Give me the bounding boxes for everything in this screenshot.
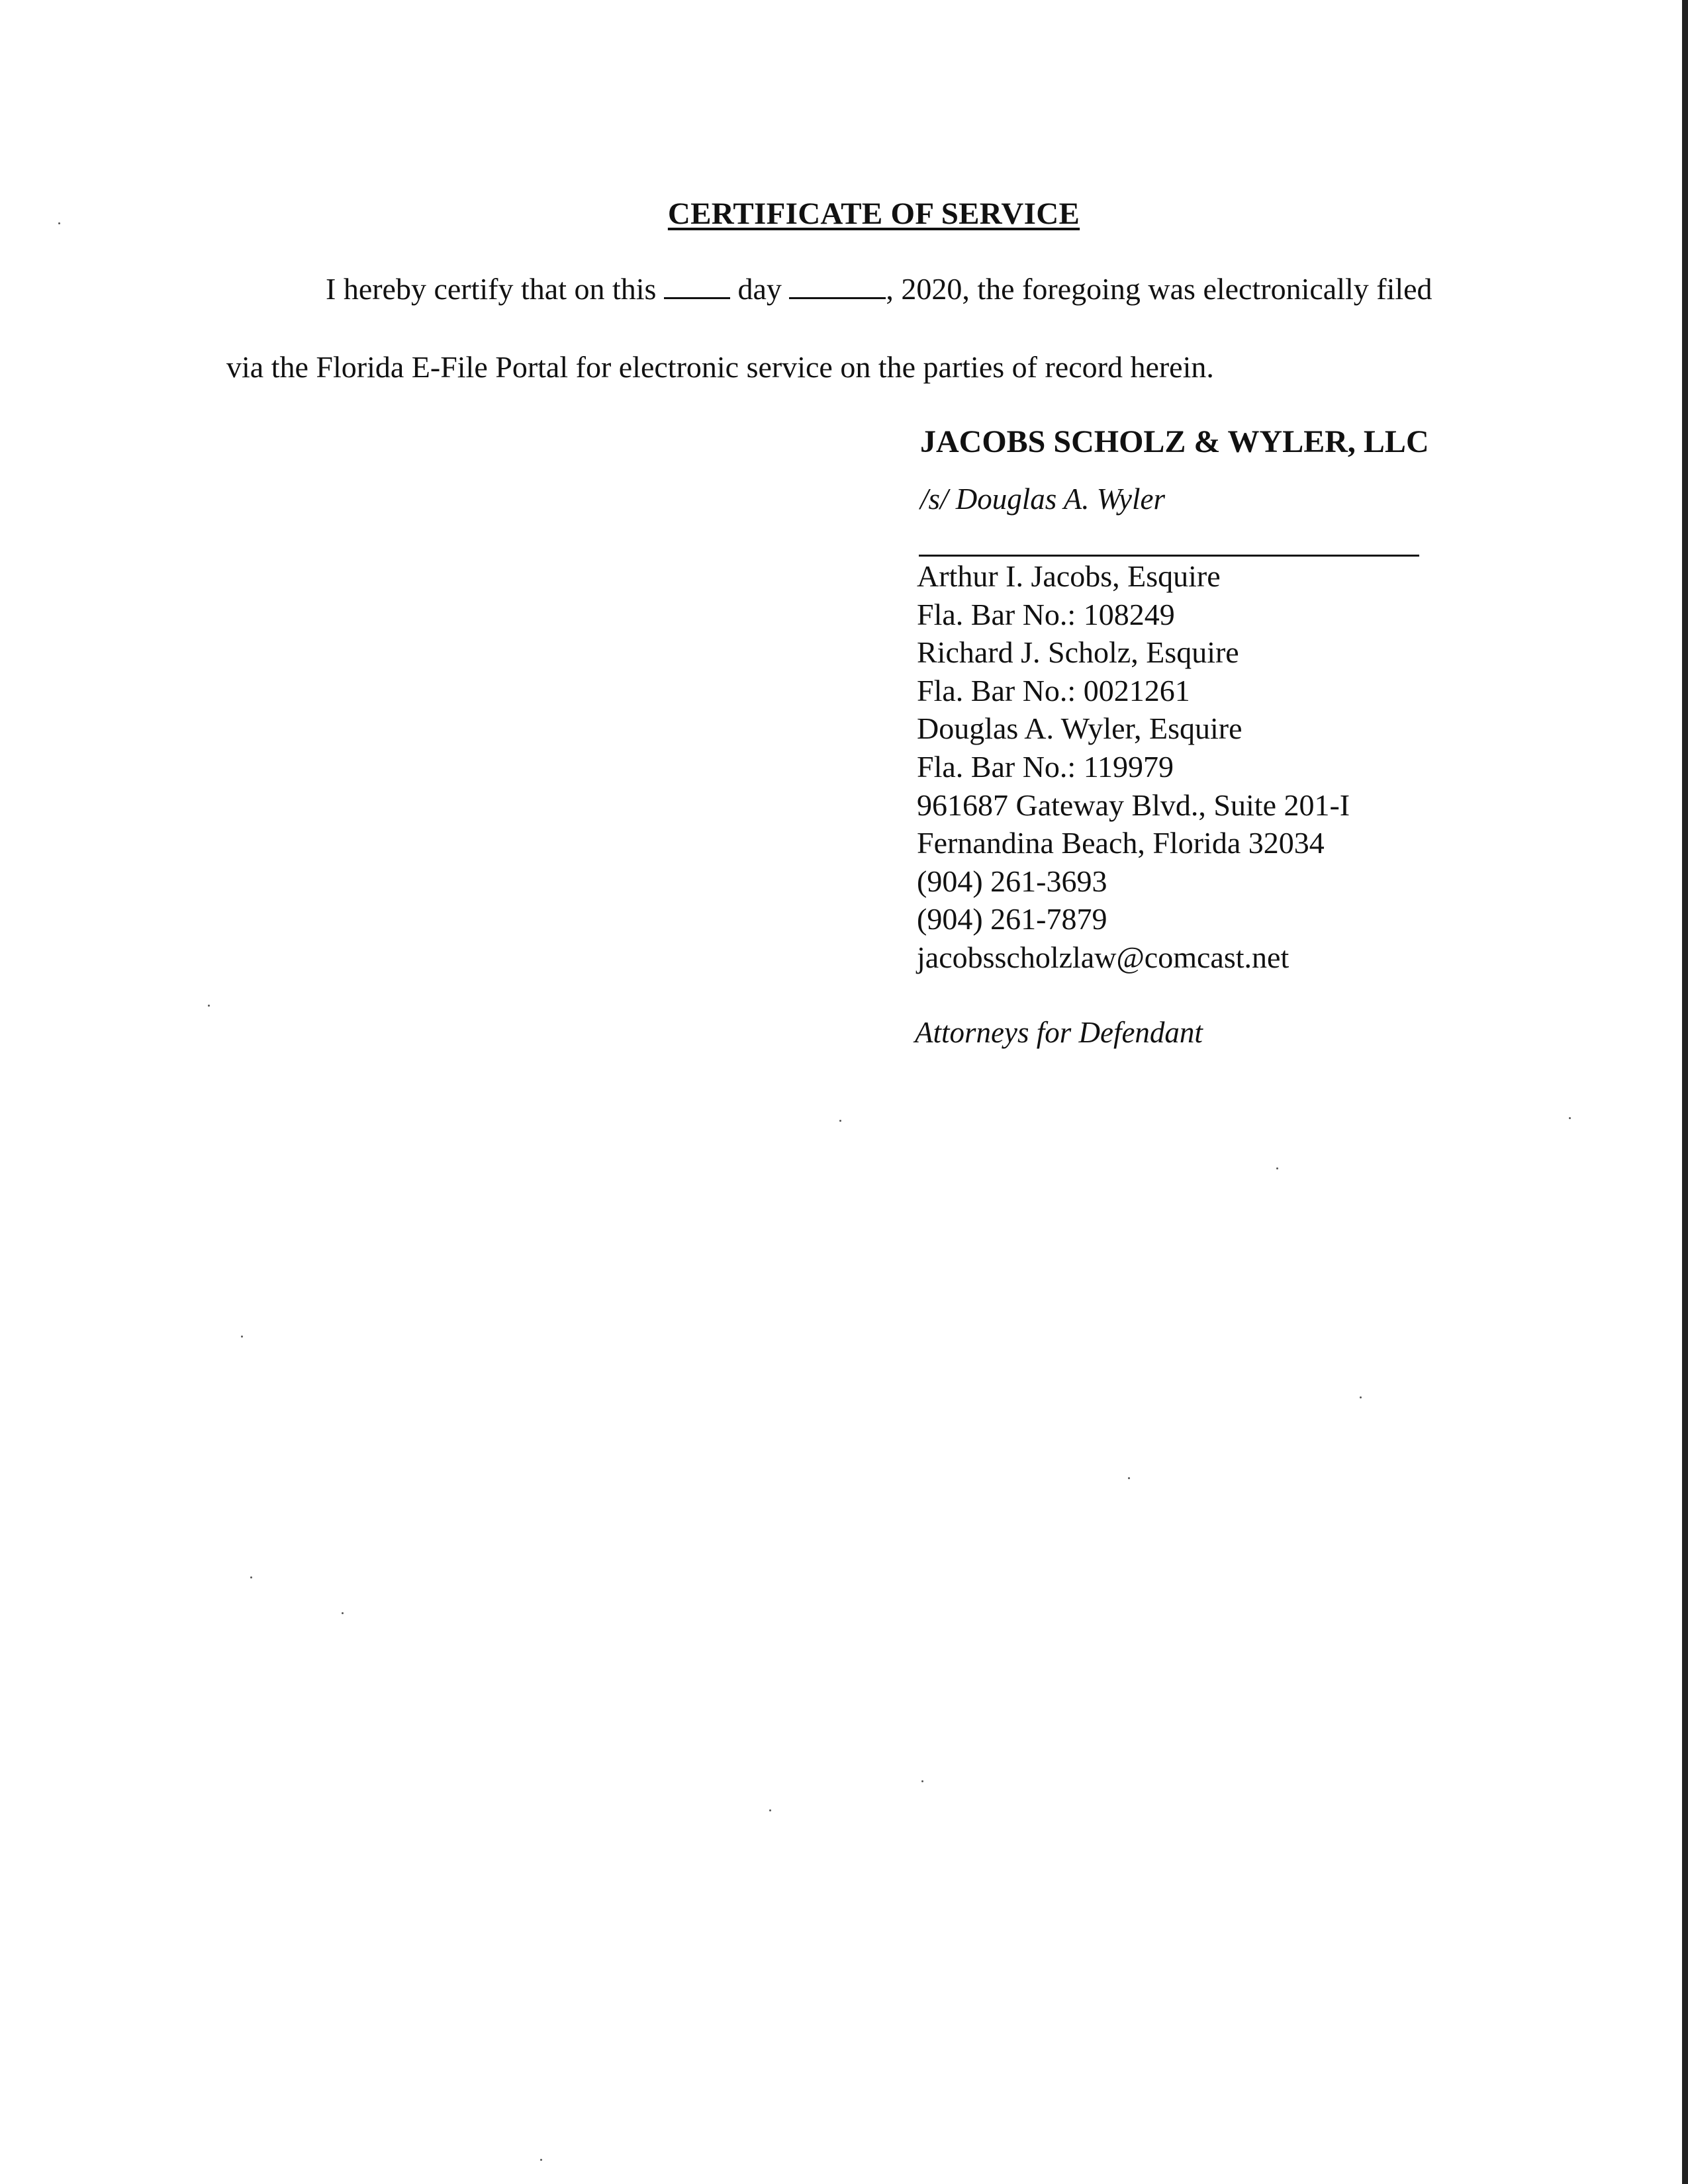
contact-line: Fla. Bar No.: 119979: [917, 749, 1174, 784]
contact-line: Douglas A. Wyler, Esquire: [917, 711, 1243, 746]
scan-speck: [1128, 1477, 1130, 1479]
scan-speck: [1569, 1117, 1571, 1119]
scan-speck: [241, 1336, 243, 1338]
scan-speck: [769, 1809, 771, 1811]
certificate-title: CERTIFICATE OF SERVICE: [667, 197, 1080, 231]
scan-speck: [250, 1576, 252, 1578]
scan-speck: [208, 1005, 210, 1007]
certification-text-start: I hereby certify that on this: [326, 272, 657, 306]
month-blank: [789, 273, 886, 299]
scan-speck: [921, 1780, 923, 1782]
certification-line-1: [326, 271, 1432, 306]
scan-speck: [1360, 1396, 1362, 1398]
contact-line: Richard J. Scholz, Esquire: [917, 635, 1239, 670]
attorney-contact-list: [917, 557, 1350, 977]
scan-speck: [1276, 1167, 1278, 1169]
certification-text-day: day: [737, 272, 782, 306]
contact-line: Arthur I. Jacobs, Esquire: [917, 559, 1221, 593]
scan-speck: [58, 222, 60, 224]
contact-line: (904) 261-7879: [917, 902, 1107, 936]
attorneys-for-label: Attorneys for Defendant: [915, 1016, 1203, 1049]
signature-line: [919, 555, 1419, 557]
contact-email: jacobsscholzlaw@comcast.net: [917, 940, 1289, 974]
certification-text-end: , 2020, the foregoing was electronically filed: [886, 272, 1432, 306]
scan-speck: [839, 1120, 841, 1122]
scan-speck: [342, 1612, 344, 1614]
firm-name: JACOBS SCHOLZ & WYLER, LLC: [920, 424, 1429, 459]
contact-line: Fla. Bar No.: 0021261: [917, 673, 1190, 707]
electronic-signature: /s/ Douglas A. Wyler: [920, 482, 1166, 516]
page-edge-border: [1682, 0, 1688, 2184]
contact-line: Fla. Bar No.: 108249: [917, 597, 1175, 631]
contact-line: (904) 261-3693: [917, 864, 1107, 898]
contact-line: Fernandina Beach, Florida 32034: [917, 826, 1325, 860]
certification-line-2: via the Florida E-File Portal for electronic service on the parties of record herein.: [226, 350, 1214, 384]
contact-line: 961687 Gateway Blvd., Suite 201-I: [917, 788, 1350, 822]
scan-speck: [540, 2159, 542, 2161]
day-blank: [664, 273, 730, 299]
